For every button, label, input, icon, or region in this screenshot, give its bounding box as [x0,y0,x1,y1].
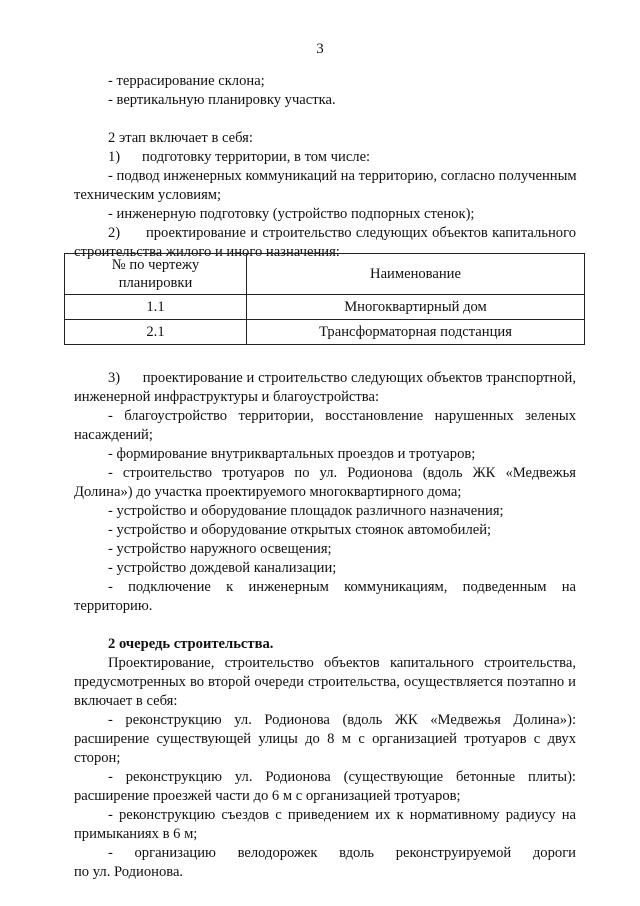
list-item-continuation: по ул. Родионова. [74,864,184,880]
objects-table [64,253,585,345]
list-item: - организацию велодорожек вдоль реконструируемой дороги [108,845,576,861]
table-header-name: Наименование [247,254,585,295]
list-item: - подвод инженерных коммуникаций на территорию, согласно полученным [108,168,577,184]
list-item-continuation: примыканиях в 6 м; [74,826,198,842]
table-header-row [65,254,585,295]
list-item-continuation: расширение проезжей части до 6 м с организацией тротуаров; [74,788,461,804]
stage-heading: 2 этап включает в себя: [108,130,253,146]
list-item: - строительство тротуаров по ул. Родионова (вдоль ЖК «Медвежья [108,465,576,481]
list-item: - реконструкцию ул. Родионова (вдоль ЖК «Медвежья Долина»): [108,712,576,728]
paragraph-line: Проектирование, строительство объектов капитального строительства, [108,655,576,671]
list-item-continuation: инженерной инфраструктуры и благоустройства: [74,389,380,405]
section-heading: 2 очередь строительства. [108,636,274,652]
list-item: - устройство и оборудование площадок различного назначения; [108,503,504,519]
list-item-continuation: техническим условиям; [74,187,222,203]
paragraph-line: предусмотренных во второй очереди строительства, осуществляется поэтапно и [74,674,576,690]
list-item: - реконструкцию съездов с приведением их к нормативному радиусу на [108,807,576,823]
list-item-continuation: насаждений; [74,427,153,443]
list-item: 2) проектирование и строительство следующих объектов капитального [108,225,576,241]
list-item-continuation: Долина») до участка проектируемого многоквартирного дома; [74,484,462,500]
list-item: - устройство и оборудование открытых стоянок автомобилей; [108,522,492,538]
list-item-continuation: сторон; [74,750,121,766]
list-item: - инженерную подготовку (устройство подпорных стенок); [108,206,475,222]
list-item: - формирование внутриквартальных проездов и тротуаров; [108,446,476,462]
paragraph-line: включает в себя: [74,693,178,709]
table-row [65,295,585,320]
list-item: - реконструкцию ул. Родионова (существующие бетонные плиты): [108,769,576,785]
list-item: - устройство наружного освещения; [108,541,332,557]
header-line: планировки [118,275,193,291]
list-item-continuation: территорию. [74,598,153,614]
header-line: № по чертежу [111,257,200,273]
table-cell-name: Многоквартирный дом [247,295,585,320]
list-item: 3) проектирование и строительство следующих объектов транспортной, [108,370,576,386]
table-cell-name: Трансформаторная подстанция [247,320,585,345]
table-row [65,320,585,345]
table-cell-number: 1.1 [65,295,247,320]
list-item: - террасирование склона; [108,73,265,89]
list-item: - благоустройство территории, восстановление нарушенных зеленых [108,408,576,424]
page-number: 3 [316,41,324,57]
list-item: 1) подготовку территории, в том числе: [108,149,371,165]
list-item: - устройство дождевой канализации; [108,560,337,576]
list-item: - вертикальную планировку участка. [108,92,336,108]
table-header-drawing-number [65,254,247,295]
list-item: - подключение к инженерным коммуникациям, подведенным на [108,579,576,595]
list-item-continuation: расширение существующей улицы до 8 м с организацией тротуаров с двух [74,731,576,747]
table-cell-number: 2.1 [65,320,247,345]
list-item-continuation: строительства жилого и иного назначения: [74,244,340,260]
